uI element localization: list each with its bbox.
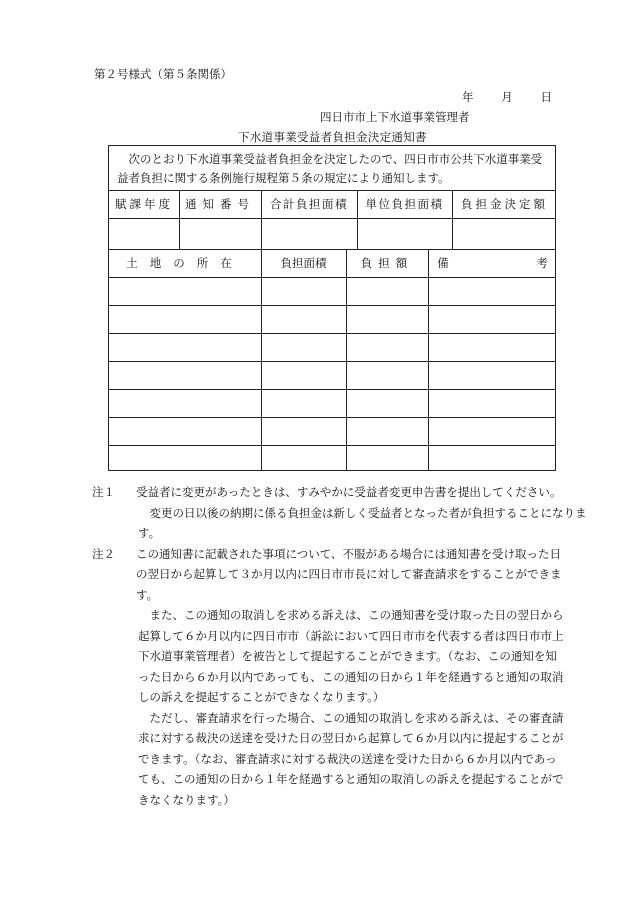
table-rule bbox=[109, 445, 555, 446]
date-month-label: 月 bbox=[501, 90, 513, 104]
date-line bbox=[462, 89, 552, 105]
intro-text: 次のとおり下水道事業受益者負担金を決定したので、四日市市公共下水道事業受益者負担に関する条例施行規程第５条の規定により通知します。 bbox=[117, 152, 543, 185]
date-day-label: 日 bbox=[540, 90, 552, 104]
header-remarks-2: 考 bbox=[536, 256, 548, 270]
table-rule bbox=[109, 218, 555, 219]
header-charge: 負担額 bbox=[360, 256, 414, 270]
note-1 bbox=[92, 482, 592, 544]
assessment-table bbox=[108, 145, 556, 471]
header-land-location: 土地の所在 bbox=[126, 256, 244, 270]
document-title: 下水道事業受益者負担金決定通知書 bbox=[238, 130, 427, 144]
table-rule bbox=[109, 361, 555, 362]
header-total-area: 合計負担面積 bbox=[270, 197, 348, 211]
table-rule bbox=[109, 277, 555, 278]
header-charge-amount: 負担金決定額 bbox=[461, 197, 548, 211]
table-rule bbox=[346, 249, 347, 471]
issuer-name: 四日市市上下水道事業管理者 bbox=[320, 110, 470, 124]
note-2-mark: 注２ bbox=[92, 546, 115, 561]
header-unit-area: 単位負担面積 bbox=[365, 197, 444, 211]
notes-section bbox=[92, 482, 592, 810]
note-2-para-2: また、この通知の取消しを求める訴えは、この通知書を受け取った日の翌日から起算して６か月以内に四日市市（訴訟において四日市市を代表する者は四日市市上下水道事業管理者）を被告として提起することができます。（なお、この通知を知った日から６か月以内であっても、この通知の日から１年を経過すると通知の取消しの訴えを提起することができなくなります。） bbox=[138, 608, 564, 704]
table-rule bbox=[109, 305, 555, 306]
table-rule bbox=[109, 333, 555, 334]
note-1-para-2: 変更の日以後の納期に係る負担金は新しく受益者となった者が負担することになります。 bbox=[138, 505, 587, 540]
form-number-label: 第２号様式（第５条関係） bbox=[94, 67, 232, 81]
table-rule bbox=[109, 417, 555, 418]
header-fiscal-year: 賦課年度 bbox=[115, 197, 173, 211]
note-1-para-1: 受益者に変更があったときは、すみやかに受益者変更申告書を提出してください。 bbox=[136, 485, 562, 499]
header-notice-number: 通知番号 bbox=[185, 197, 255, 211]
note-2-para-3: ただし、審査請求を行った場合、この通知の取消しを求める訴えは、その審査請求に対する裁決の送達を受けた日の翌日から起算して６か月以内に提起することができます。（なお、審査請求に対する裁決の送達を受けた日から６か月以内であっても、この通知の日から１年を経過すると通知の取消しの訴えを提起することができなくなります。） bbox=[138, 710, 564, 807]
table-rule bbox=[261, 249, 262, 471]
date-year-label: 年 bbox=[462, 90, 474, 104]
note-1-mark: 注１ bbox=[92, 485, 115, 499]
table-rule bbox=[109, 389, 555, 390]
note-2 bbox=[92, 544, 592, 811]
header-remarks-1: 備 bbox=[437, 256, 449, 270]
note-2-para-1: この通知書に記載された事項について、不服がある場合には通知書を受け取った日の翌日から起算して３か月以内に四日市市長に対して審査請求をすることができます。 bbox=[136, 546, 562, 602]
table-rule bbox=[428, 249, 429, 471]
header-charge-area: 負担面積 bbox=[280, 256, 327, 270]
